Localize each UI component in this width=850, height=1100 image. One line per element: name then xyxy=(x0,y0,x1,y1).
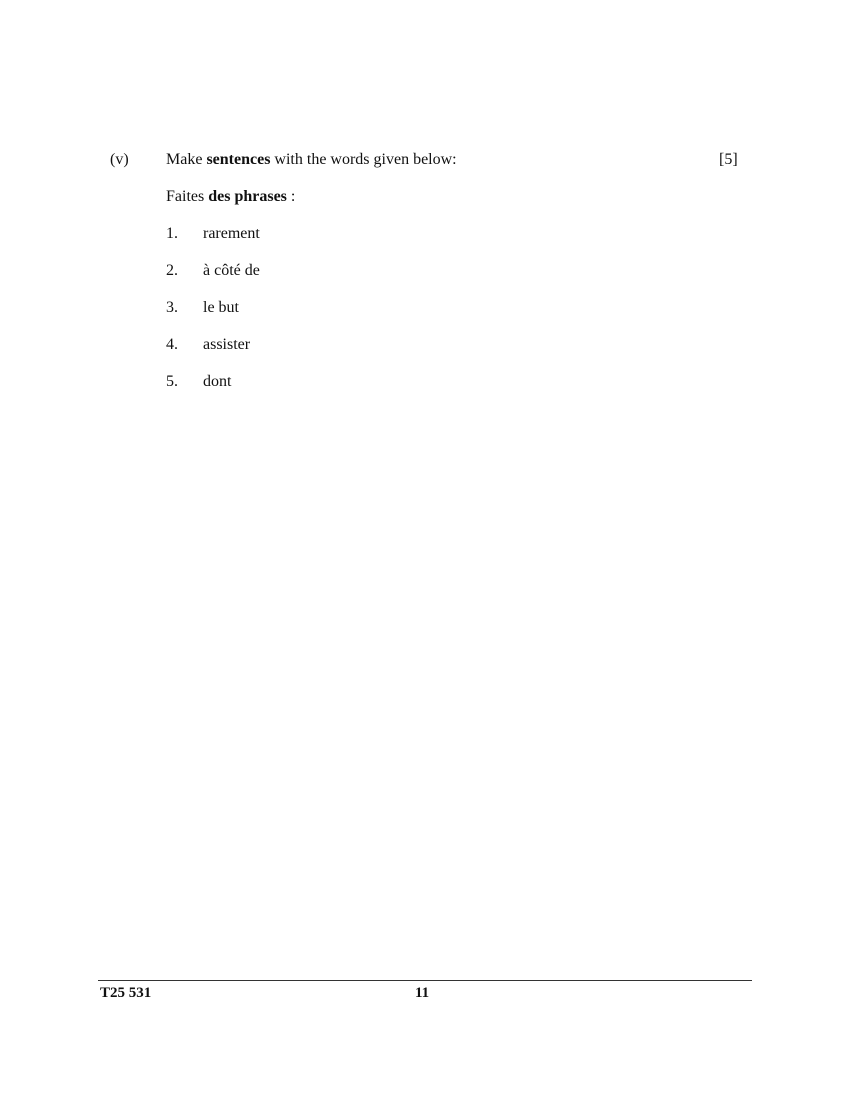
item-number: 3. xyxy=(166,299,178,316)
item-number: 2. xyxy=(166,262,178,279)
question-marks: [5] xyxy=(719,151,738,168)
instruction-en-suffix: with the words given below: xyxy=(270,151,457,168)
instruction-en-prefix: Make xyxy=(166,151,207,168)
page-number: 11 xyxy=(415,985,430,1001)
question-number: (v) xyxy=(110,151,129,168)
paper-code: T25 531 xyxy=(100,985,152,1001)
footer-divider xyxy=(98,980,752,981)
instruction-en-bold: sentences xyxy=(206,151,271,168)
item-number: 4. xyxy=(166,336,178,353)
item-word: assister xyxy=(203,336,251,353)
item-number: 1. xyxy=(166,225,178,242)
item-word: à côté de xyxy=(203,262,260,279)
item-number: 5. xyxy=(166,373,178,390)
instruction-fr-bold: des phrases xyxy=(208,188,287,205)
item-word: rarement xyxy=(203,225,260,242)
question-instruction-en xyxy=(166,150,457,170)
item-word: le but xyxy=(203,299,239,316)
item-word: dont xyxy=(203,373,232,390)
instruction-fr-suffix: : xyxy=(286,188,296,205)
question-instruction-fr xyxy=(166,187,295,207)
instruction-fr-prefix: Faites xyxy=(166,188,209,205)
